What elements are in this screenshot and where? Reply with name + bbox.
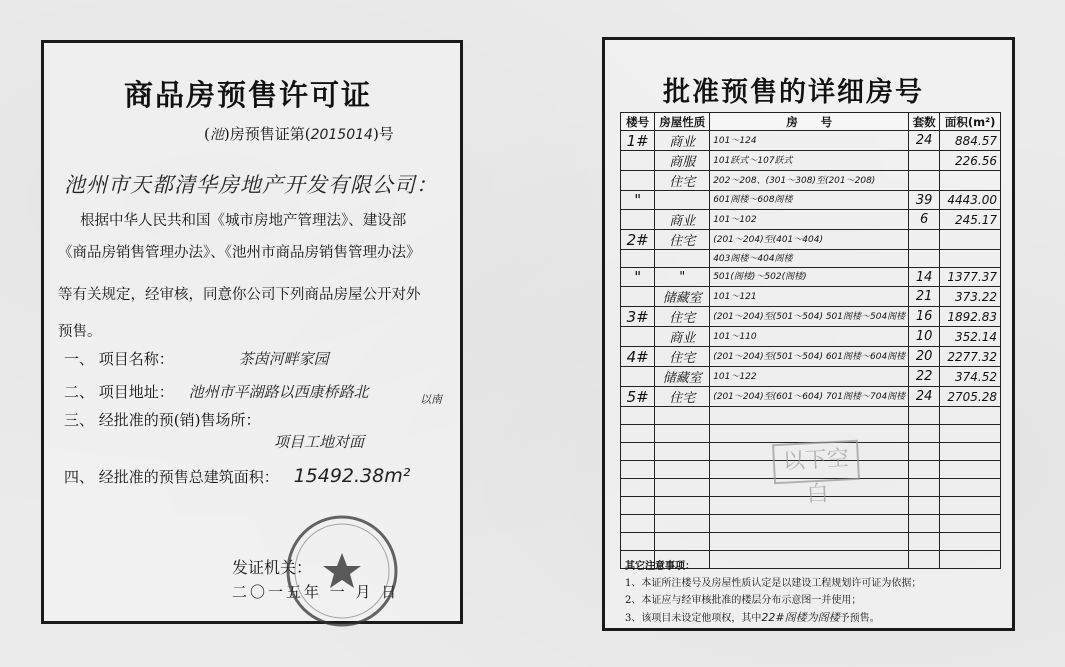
room-cell: 101～122 bbox=[710, 367, 909, 387]
room-cell: 101～124 bbox=[710, 131, 909, 151]
notes-title: 其它注意事项： bbox=[625, 561, 695, 572]
room-cell: 101～110 bbox=[710, 327, 909, 347]
empty-cell bbox=[940, 461, 1001, 479]
area-cell: 352.14 bbox=[940, 327, 1001, 347]
sales-location-label: 三、 经批准的预(销)售场所： bbox=[64, 411, 261, 429]
count-cell: 39 bbox=[909, 191, 940, 210]
project-name-row bbox=[64, 348, 329, 369]
empty-cell bbox=[940, 533, 1001, 551]
issue-date: 二〇一五年 一 月 日 bbox=[232, 583, 400, 601]
room-cell: 101～102 bbox=[710, 210, 909, 230]
issuing-authority: 发证机关： bbox=[232, 558, 313, 577]
empty-cell bbox=[909, 407, 940, 425]
nature-cell: 储藏室 bbox=[655, 367, 710, 387]
room-cell: 202～208、(301～308)至(201～208) bbox=[710, 171, 909, 191]
official-seal-stamp bbox=[284, 513, 400, 629]
certificate-number: (池)房预售证第(2015014)号 bbox=[204, 125, 394, 143]
area-cell: 4443.00 bbox=[940, 191, 1001, 210]
area-cell bbox=[940, 171, 1001, 191]
table-row bbox=[621, 327, 1001, 347]
sales-location-value: 项目工地对面 bbox=[274, 433, 365, 451]
room-cell: 501(阁楼)～502(阁楼) bbox=[710, 268, 909, 287]
count-cell: 14 bbox=[909, 268, 940, 287]
table-row bbox=[621, 347, 1001, 367]
header-count: 套数 bbox=[909, 113, 940, 131]
count-cell bbox=[909, 151, 940, 171]
project-address-extra: 以南 bbox=[420, 393, 442, 406]
permit-paragraph-4: 预售。 bbox=[58, 324, 102, 340]
empty-cell bbox=[655, 425, 710, 443]
blank-below-stamp: 以下空白 bbox=[772, 440, 860, 484]
building-cell bbox=[621, 250, 655, 268]
area-cell bbox=[940, 250, 1001, 268]
presale-permit-panel bbox=[41, 40, 463, 624]
count-cell: 24 bbox=[909, 131, 940, 151]
empty-cell bbox=[655, 533, 710, 551]
permit-paragraph-1: 根据中华人民共和国《城市房地产管理法》、建设部 bbox=[80, 213, 407, 229]
empty-cell bbox=[621, 479, 655, 497]
count-cell bbox=[909, 250, 940, 268]
empty-cell bbox=[621, 497, 655, 515]
project-address-label: 二、 项目地址： bbox=[64, 383, 174, 401]
table-row bbox=[621, 268, 1001, 287]
empty-cell bbox=[710, 407, 909, 425]
table-row bbox=[621, 307, 1001, 327]
building-cell bbox=[621, 151, 655, 171]
empty-cell bbox=[621, 461, 655, 479]
count-cell bbox=[909, 230, 940, 250]
table-row bbox=[621, 151, 1001, 171]
empty-table-row bbox=[621, 425, 1001, 443]
nature-cell: 住宅 bbox=[655, 171, 710, 191]
area-cell: 226.56 bbox=[940, 151, 1001, 171]
building-cell: 3# bbox=[621, 307, 655, 327]
building-cell: 2# bbox=[621, 230, 655, 250]
empty-cell bbox=[655, 515, 710, 533]
count-cell: 22 bbox=[909, 367, 940, 387]
empty-cell bbox=[909, 497, 940, 515]
table-row bbox=[621, 250, 1001, 268]
empty-cell bbox=[909, 479, 940, 497]
room-details-title: 批准预售的详细房号 bbox=[663, 77, 924, 108]
nature-cell: 储藏室 bbox=[655, 287, 710, 307]
nature-cell: 商业 bbox=[655, 131, 710, 151]
table-row bbox=[621, 171, 1001, 191]
header-area: 面积(m²) bbox=[940, 113, 1001, 131]
area-cell: 374.52 bbox=[940, 367, 1001, 387]
empty-table-row bbox=[621, 407, 1001, 425]
header-building: 楼号 bbox=[621, 113, 655, 131]
room-details-panel bbox=[602, 37, 1015, 631]
empty-cell bbox=[940, 425, 1001, 443]
empty-cell bbox=[621, 515, 655, 533]
room-cell: 403阁楼～404阁楼 bbox=[710, 250, 909, 268]
empty-cell bbox=[621, 443, 655, 461]
area-cell: 2705.28 bbox=[940, 387, 1001, 407]
empty-cell bbox=[940, 515, 1001, 533]
table-row bbox=[621, 191, 1001, 210]
area-cell: 884.57 bbox=[940, 131, 1001, 151]
empty-cell bbox=[710, 515, 909, 533]
area-cell: 245.17 bbox=[940, 210, 1001, 230]
empty-cell bbox=[655, 497, 710, 515]
nature-cell: 住宅 bbox=[655, 387, 710, 407]
count-cell: 16 bbox=[909, 307, 940, 327]
room-cell: (201～204)至(401～404) bbox=[710, 230, 909, 250]
empty-cell bbox=[710, 425, 909, 443]
permit-title: 商品房预售许可证 bbox=[124, 78, 373, 112]
empty-cell bbox=[940, 551, 1001, 569]
area-cell bbox=[940, 230, 1001, 250]
room-cell: (201～204)至(601～604) 701阁楼～704阁楼 bbox=[710, 387, 909, 407]
room-cell: 101跃式～107跃式 bbox=[710, 151, 909, 171]
room-cell: (201～204)至(501～504) 601阁楼～604阁楼 bbox=[710, 347, 909, 367]
empty-cell bbox=[621, 407, 655, 425]
note-2: 2、本证应与经审核批准的楼层分布示意图一并使用； bbox=[625, 595, 862, 606]
permit-paragraph-3: 等有关规定，经审核，同意你公司下列商品房屋公开对外 bbox=[58, 287, 421, 303]
room-cell: (201～204)至(501～504) 501阁楼～504阁楼 bbox=[710, 307, 909, 327]
table-row bbox=[621, 210, 1001, 230]
company-name: 池州市天都清华房地产开发有限公司： bbox=[64, 173, 438, 197]
cert-number-handwritten: 2015014 bbox=[310, 127, 373, 143]
count-cell: 6 bbox=[909, 210, 940, 230]
empty-cell bbox=[655, 479, 710, 497]
total-area-value: 15492.38m² bbox=[293, 465, 411, 487]
empty-cell bbox=[909, 515, 940, 533]
building-cell bbox=[621, 210, 655, 230]
empty-cell bbox=[909, 461, 940, 479]
area-cell: 373.22 bbox=[940, 287, 1001, 307]
cert-city-handwritten: 池 bbox=[209, 127, 224, 143]
project-address-row bbox=[64, 381, 369, 402]
building-cell bbox=[621, 171, 655, 191]
building-cell: 5# bbox=[621, 387, 655, 407]
nature-cell: 商服 bbox=[655, 151, 710, 171]
count-cell: 20 bbox=[909, 347, 940, 367]
nature-cell: 住宅 bbox=[655, 307, 710, 327]
empty-cell bbox=[909, 533, 940, 551]
empty-cell bbox=[940, 407, 1001, 425]
header-room: 房 号 bbox=[710, 113, 909, 131]
project-name-label: 一、 项目名称： bbox=[64, 350, 174, 368]
nature-cell: 商业 bbox=[655, 210, 710, 230]
count-cell: 24 bbox=[909, 387, 940, 407]
building-cell bbox=[621, 327, 655, 347]
empty-cell bbox=[909, 443, 940, 461]
building-cell: 4# bbox=[621, 347, 655, 367]
empty-cell bbox=[940, 479, 1001, 497]
table-header-row bbox=[621, 113, 1001, 131]
count-cell: 10 bbox=[909, 327, 940, 347]
building-cell bbox=[621, 367, 655, 387]
note-3: 3、该项目未设定他项权，其中22#阁楼为阁楼予预售。 bbox=[625, 611, 880, 624]
empty-cell bbox=[621, 425, 655, 443]
area-cell: 1377.37 bbox=[940, 268, 1001, 287]
area-cell: 2277.32 bbox=[940, 347, 1001, 367]
total-area-label: 四、 经批准的预售总建筑面积： bbox=[64, 468, 279, 486]
empty-cell bbox=[655, 407, 710, 425]
nature-cell: " bbox=[655, 268, 710, 287]
note-3-handwritten: 22#阁楼为阁楼 bbox=[761, 611, 840, 624]
nature-cell: 商业 bbox=[655, 327, 710, 347]
header-nature: 房屋性质 bbox=[655, 113, 710, 131]
empty-cell bbox=[655, 461, 710, 479]
notes-section bbox=[625, 558, 921, 627]
building-cell: 1# bbox=[621, 131, 655, 151]
empty-cell bbox=[940, 497, 1001, 515]
nature-cell: 住宅 bbox=[655, 347, 710, 367]
note-1: 1、本证所注楼号及房屋性质认定是以建设工程规划许可证为依据； bbox=[625, 578, 922, 589]
building-cell: " bbox=[621, 268, 655, 287]
project-name-value: 茶茵河畔家园 bbox=[238, 350, 329, 368]
empty-table-row bbox=[621, 515, 1001, 533]
table-row bbox=[621, 230, 1001, 250]
area-cell: 1892.83 bbox=[940, 307, 1001, 327]
empty-cell bbox=[655, 443, 710, 461]
project-address-value: 池州市平湖路以西康桥路北 bbox=[188, 383, 369, 401]
nature-cell bbox=[655, 250, 710, 268]
total-area-row bbox=[64, 465, 410, 487]
table-row bbox=[621, 387, 1001, 407]
table-row bbox=[621, 367, 1001, 387]
permit-paragraph-2: 《商品房销售管理办法》、《池州市商品房销售管理办法》 bbox=[58, 245, 421, 261]
table-row bbox=[621, 131, 1001, 151]
count-cell: 21 bbox=[909, 287, 940, 307]
empty-cell bbox=[940, 443, 1001, 461]
empty-table-row bbox=[621, 533, 1001, 551]
building-cell bbox=[621, 287, 655, 307]
empty-cell bbox=[909, 425, 940, 443]
nature-cell bbox=[655, 191, 710, 210]
empty-cell bbox=[621, 533, 655, 551]
empty-cell bbox=[710, 533, 909, 551]
room-cell: 101～121 bbox=[710, 287, 909, 307]
table-row bbox=[621, 287, 1001, 307]
building-cell: " bbox=[621, 191, 655, 210]
room-cell: 601阁楼～608阁楼 bbox=[710, 191, 909, 210]
nature-cell: 住宅 bbox=[655, 230, 710, 250]
count-cell bbox=[909, 171, 940, 191]
